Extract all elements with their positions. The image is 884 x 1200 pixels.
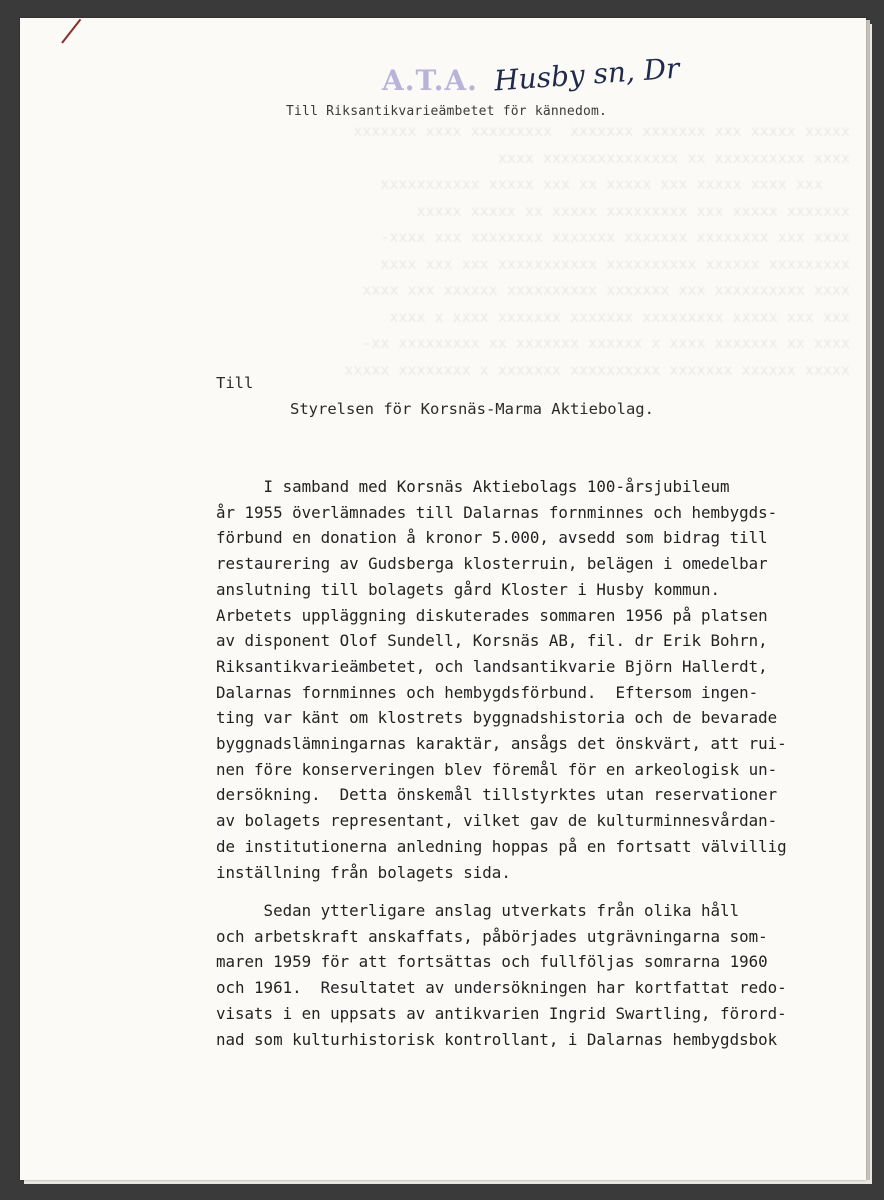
text-line: dersökning. Detta önskemål tillstyrktes utan reservationer — [216, 785, 778, 805]
text-line: Sedan ytterligare anslag utverkats från olika håll — [216, 901, 740, 920]
body-paragraph-2 — [216, 898, 856, 1052]
text-line: anslutning till bolagets gård Kloster i Husby kommun. — [216, 579, 721, 599]
document-page — [20, 18, 866, 1180]
address-to: Till — [216, 374, 254, 392]
text-line: restaurering av Gudsberga klosterruin, belägen i omedelbar — [216, 554, 768, 574]
text-line: år 1955 överlämnades till Dalarnas fornminnes och hembygds- — [216, 502, 778, 522]
bleed-through-texture: xxxxx xxxxx xxx xxxxxxx xxxxxxx xxxxxxxxx xxxx xxxxxxx xxxx xxxxxxxxxx xx xxxxxxxxxxxxxxx xxxx xxx xxxx xxxxx xxx xxxxx xx xxx xxxxx xxxxxxxxxxx xxxxxxx xxxxx xxx xxxxxxxxx xxxxx xx xxxxx xxxxx xxxx xxx xxxxxxxx xxxxxxx xxxxxxx xxxxxxxx xxx xxxx- xxxxxxxxx xxxxxx xxxxxxxxxx xxxxxxxxxxx xxx xxx xxxx xxxx xxxxxxxxxx xxx xxxxxxx xxxxxxxxxx xxxxxx xxx xxxx xxx xxx xxxxx xxxxxxxxx xxxxxxx xxxxxxx xxxx x xxxx xxxx xx xxxxxxx xxxx x xxxxxx xxxxxxx xx xxxxxxxxx xx- xxxxx xxxxxx xxxxxxx xxxxxxxxxx xxxxxxx x xxxxxxxx xxxxx — [344, 122, 850, 379]
text-line: maren 1959 för att fortsättas och fullföljas somrarna 1960 — [216, 952, 768, 972]
text-line: förbund en donation å kronor 5.000, avsedd som bidrag till — [216, 528, 768, 548]
text-line: nad som kulturhistorisk kontrollant, i Dalarnas hembygdsbok — [216, 1029, 778, 1049]
pen-stroke-mark — [61, 19, 81, 44]
text-line: visats i en uppsats av antikvarien Ingrid Swartling, förord- — [216, 1003, 787, 1023]
text-line: Arbetets uppläggning diskuterades sommaren 1956 på platsen — [216, 605, 768, 625]
text-line: av disponent Olof Sundell, Korsnäs AB, fil. dr Erik Bohrn, — [216, 631, 768, 651]
header-note: Till Riksantikvarieämbetet för kännedom. — [286, 104, 608, 119]
text-line: av bolagets representant, vilket gav de kulturminnesvårdan- — [216, 811, 778, 831]
text-line: byggnadslämningarnas karaktär, ansågs det önskvärt, att rui- — [216, 734, 787, 754]
text-line: de institutionerna anledning hoppas på en fortsatt välvillig — [216, 836, 787, 856]
text-line: I samband med Korsnäs Aktiebolags 100-årsjubileum — [216, 477, 730, 496]
text-line: och 1961. Resultatet av undersökningen har kortfattat redo- — [216, 978, 787, 998]
text-line: ting var känt om klostrets byggnadshistoria och de bevarade — [216, 708, 778, 728]
archive-stamp: A.T.A. — [382, 64, 478, 97]
handwritten-annotation: Husby sn, Dr — [493, 51, 681, 98]
body-paragraph-1 — [216, 474, 856, 885]
text-line: Dalarnas fornminnes och hembygdsförbund. Eftersom ingen- — [216, 682, 759, 702]
text-line: och arbetskraft anskaffats, påbörjades utgrävningarna som- — [216, 926, 768, 946]
text-line: nen före konserveringen blev föremål för en arkeologisk un- — [216, 759, 778, 779]
text-line: Riksantikvarieämbetet, och landsantikvarie Björn Hallerdt, — [216, 656, 768, 676]
address-recipient: Styrelsen för Korsnäs-Marma Aktiebolag. — [290, 400, 654, 418]
text-line: inställning från bolagets sida. — [216, 862, 511, 882]
